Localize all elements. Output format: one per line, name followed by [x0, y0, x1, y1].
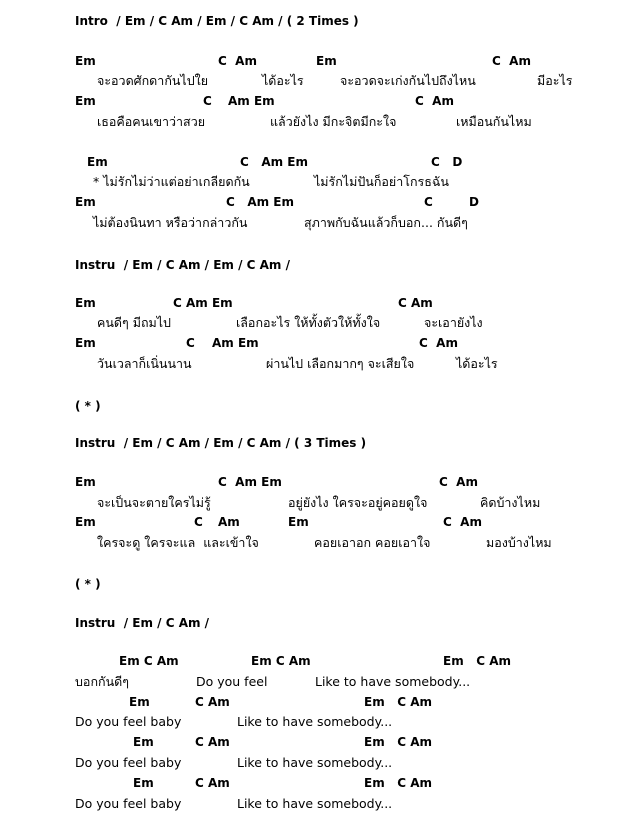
chord-label: Em — [87, 155, 108, 169]
chord-line — [0, 52, 620, 70]
chord-label: C — [203, 94, 212, 108]
chord-label: Em C Am — [119, 654, 179, 668]
chord-label: Em — [75, 515, 96, 529]
lyric-text: สุภาพกับฉันแล้วก็บอก... กันดีๆ — [304, 215, 468, 230]
chord-label: C — [194, 515, 203, 529]
chord-line — [0, 652, 620, 670]
chord-label: Am Em — [212, 336, 259, 350]
lyric-text: * ไม่รักไม่ว่าแต่อย่าเกลียดกัน — [93, 174, 250, 189]
section-heading — [0, 12, 620, 30]
heading-text: Instru / Em / C Am / Em / C Am / — [75, 258, 290, 272]
chord-label: C Am Em — [240, 155, 309, 169]
lyric-text: จะเป็นจะตายใครไม่รู้ — [97, 495, 211, 510]
chord-label: Em C Am — [251, 654, 311, 668]
chord-label: Em — [75, 94, 96, 108]
chord-label: Em — [75, 54, 96, 68]
chord-label: Em — [75, 475, 96, 489]
chord-label: Em C Am — [443, 654, 512, 668]
lyric-line — [0, 713, 620, 731]
lyric-text: คิดบ้างไหม — [480, 495, 541, 510]
chord-line — [0, 774, 620, 792]
chord-label: C Am Em — [218, 475, 282, 489]
chord-label: C Am — [443, 515, 482, 529]
lyric-text: ผ่านไป เลือกมากๆ จะเสียใจ — [266, 356, 415, 371]
lyric-text: อยู่ยังไง ใครจะอยู่คอยดูใจ — [288, 495, 428, 510]
lyric-text: เลือกอะไร ให้ทั้งตัวให้ทั้งใจ — [236, 315, 381, 330]
chord-label: C Am — [439, 475, 478, 489]
lyric-line — [0, 494, 620, 512]
lyric-line — [0, 214, 620, 232]
chord-label: Em — [129, 695, 150, 709]
lyric-text: ไม่ต้องนินทา หรือว่ากล่าวกัน — [93, 215, 248, 230]
heading-text: ( * ) — [75, 399, 101, 413]
lyric-text: มีอะไร — [537, 73, 573, 88]
lyric-text: คอยเอาอก คอยเอาใจ — [314, 535, 431, 550]
lyric-text: คนดีๆ มีถมไป — [97, 315, 171, 330]
lyric-text: Like to have somebody... — [315, 674, 471, 689]
heading-text: Instru / Em / C Am / — [75, 616, 210, 630]
heading-text: Instru / Em / C Am / Em / C Am / ( 3 Times ) — [75, 436, 367, 450]
lyric-text: ได้อะไร — [456, 356, 498, 371]
lyric-text: Like to have somebody... — [237, 755, 393, 770]
heading-text: ( * ) — [75, 577, 101, 591]
lyric-line — [0, 314, 620, 332]
chord-label: Em — [133, 776, 154, 790]
section-heading — [0, 397, 620, 415]
chord-label: C Am Em — [173, 296, 233, 310]
lyric-text: เธอคือคนเขาว่าสวย — [97, 114, 206, 129]
lyric-text: วันเวลาก็เนิ่นนาน — [97, 356, 192, 371]
chord-line — [0, 513, 620, 531]
lyric-line — [0, 113, 620, 131]
lyric-text: จะอวดจะเก่งกันไปถึงไหน — [340, 73, 476, 88]
chord-label: C Am — [398, 296, 433, 310]
lyric-text: ไม่รักไม่ปันก็อย่าโกรธฉัน — [314, 174, 449, 189]
chord-label: Am — [218, 515, 240, 529]
lyric-text: แล้วยังไง มีกะจิตมีกะใจ — [270, 114, 397, 129]
lyric-line — [0, 754, 620, 772]
lyric-line — [0, 534, 620, 552]
chord-line — [0, 733, 620, 751]
section-heading — [0, 575, 620, 593]
lyric-text: จะอวดศักดากันไปใย — [97, 73, 209, 88]
lyric-line — [0, 795, 620, 813]
chord-label: Em — [133, 735, 154, 749]
lyric-line — [0, 72, 620, 90]
lyric-line — [0, 173, 620, 191]
chord-label: C Am Em — [226, 195, 295, 209]
chord-line — [0, 92, 620, 110]
lyric-text: Do you feel baby — [75, 796, 182, 811]
lyric-text: Do you feel baby — [75, 755, 182, 770]
lyric-text: มองบ้างไหม — [486, 535, 552, 550]
chord-label: Em — [75, 336, 96, 350]
chord-label: C — [424, 195, 433, 209]
chord-label: Em — [316, 54, 337, 68]
chord-label: Am Em — [228, 94, 275, 108]
lyric-text: ได้อะไร — [262, 73, 304, 88]
heading-text: Intro / Em / C Am / Em / C Am / ( 2 Times ) — [75, 14, 359, 28]
chord-label: D — [469, 195, 479, 209]
chord-line — [0, 693, 620, 711]
chord-label: Em — [75, 296, 96, 310]
chord-label: Em — [288, 515, 309, 529]
chord-label: C Am — [492, 54, 531, 68]
chord-label: C Am — [415, 94, 454, 108]
chord-label: C Am — [218, 54, 257, 68]
chord-line — [0, 153, 620, 171]
chord-line — [0, 294, 620, 312]
lyric-text: บอกกันดีๆ — [75, 674, 129, 689]
lyric-text: Do you feel baby — [75, 714, 182, 729]
chord-label: C Am — [419, 336, 458, 350]
chord-label: Em C Am — [364, 735, 433, 749]
chord-line — [0, 473, 620, 491]
lyric-text: Do you feel — [196, 674, 268, 689]
chord-line — [0, 193, 620, 211]
lyric-line — [0, 673, 620, 691]
chord-label: C D — [431, 155, 463, 169]
chord-label: C Am — [195, 735, 230, 749]
chord-label: Em C Am — [364, 776, 433, 790]
chord-label: C Am — [195, 695, 230, 709]
lyric-text: Like to have somebody... — [237, 714, 393, 729]
lyric-text: Like to have somebody... — [237, 796, 393, 811]
lyric-text: ใครจะดู ใครจะแล และเข้าใจ — [97, 535, 259, 550]
chord-label: Em — [75, 195, 96, 209]
section-heading — [0, 256, 620, 274]
section-heading — [0, 614, 620, 632]
lyric-line — [0, 355, 620, 373]
chord-label: Em C Am — [364, 695, 433, 709]
lyric-text: เหมือนกันไหม — [456, 114, 532, 129]
lyric-text: จะเอายังไง — [424, 315, 483, 330]
chord-line — [0, 334, 620, 352]
section-heading — [0, 434, 620, 452]
chord-label: C — [186, 336, 195, 350]
chord-label: C Am — [195, 776, 230, 790]
